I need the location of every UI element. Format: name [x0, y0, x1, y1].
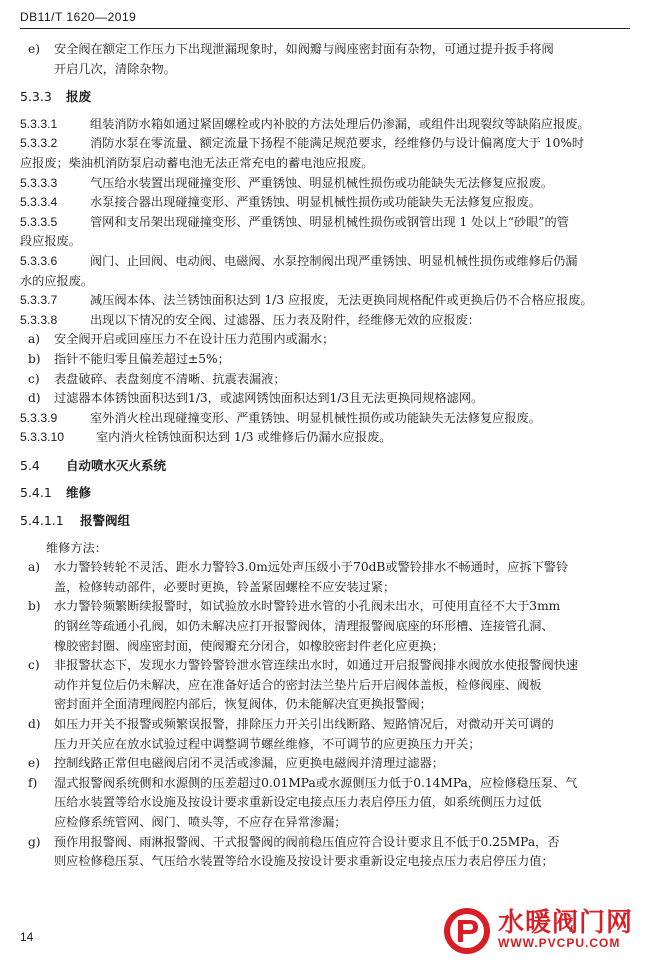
- clause-text: 阀门、止回阀、电动阀、电磁阀、水泵控制阀出现严重锈蚀、明显机械性损伤或维修后仍漏: [90, 253, 578, 268]
- item-text: 表盘破碎、表盘刻度不清晰、抗震表漏液；: [54, 371, 286, 386]
- clause-text: 组装消防水箱如通过紧固螺栓或内补胶的方法处理后仍渗漏，或组件出现裂纹等缺陷应报废。: [90, 116, 590, 131]
- item-marker: a): [28, 560, 41, 575]
- item-marker: e): [28, 756, 40, 771]
- list-item: [20, 558, 628, 597]
- item-text-line: 水力警铃频繁断续报警时，如试验放水时警铃进水管的小孔阀未出水，可使用直径不大于3mm: [54, 599, 561, 614]
- section-title: 维修: [66, 485, 92, 501]
- section-number: 5.4: [20, 457, 40, 473]
- section-number: 5.4.1.1: [20, 513, 64, 529]
- clause-text: 出现以下情况的安全阀、过滤器、压力表及附件，经维修无效的应报废：: [90, 312, 480, 327]
- clause-text: 水的应报废。: [20, 273, 94, 288]
- page-number: 14: [20, 930, 34, 944]
- clause-text: 消防水泵在零流量、额定流量下扬程不能满足规范要求，经维修仍与设计偏离度大于 10%时: [90, 136, 585, 151]
- item-text-line: 开启几次，清除杂物。: [54, 61, 176, 76]
- clause-text: 水泵接合器出现碰撞变形、严重锈蚀、明显机械性损伤或功能缺失无法修复应报废。: [90, 195, 541, 210]
- item-text-line: 湿式报警阀系统侧和水源侧的压差超过0.01MPa或水源侧压力低于0.14MPa，应检修稳压泵、气: [54, 775, 578, 790]
- clause: [20, 115, 628, 135]
- clause-text: 应报废；柴油机消防泵启动蓄电池无法正常充电的蓄电池应报废。: [20, 155, 374, 170]
- item-text: 指针不能归零且偏差超过±5%；: [54, 351, 230, 366]
- item-marker: f): [28, 775, 38, 790]
- document-body: [20, 40, 628, 872]
- clause-text: 段应报废。: [20, 234, 81, 249]
- site-watermark[interactable]: [442, 902, 642, 958]
- clause: [20, 291, 628, 311]
- item-marker: d): [28, 391, 41, 406]
- item-text-line: 动作并复位后仍未解决，应在准备好适合的密封法兰垫片后开启阀体盖板，检修阀座、阀板: [54, 677, 542, 692]
- section-heading: [20, 483, 628, 503]
- item-text-line: 压力开关应在放水试验过程中调整调节螺丝维修，不可调节的应更换压力开关；: [54, 736, 481, 751]
- section-title: 报警阀组: [80, 513, 131, 529]
- header-rule: [20, 28, 630, 29]
- clause: [20, 311, 628, 331]
- item-text-line: 非报警状态下，发现水力警铃警铃泄水管连续出水时，如通过开启报警阀排水阀放水使报警阀快速: [54, 658, 579, 673]
- methods-intro: 维修方法：: [46, 540, 107, 555]
- section-title: 报废: [66, 89, 92, 105]
- clause-text: 室外消火栓出现碰撞变形、严重锈蚀、明显机械性损伤或功能缺失无法修复应报废。: [90, 410, 541, 425]
- item-marker: c): [28, 658, 40, 673]
- clause: [20, 134, 628, 154]
- clause-text: 管网和支吊架出现碰撞变形、严重锈蚀、明显机械性损伤或钢管出现 1 处以上“砂眼”的管: [90, 214, 569, 229]
- item-text-line: 则应检修稳压泵、气压给水装置等给水设施及按设计要求重新设定电接点压力表启停压力值；: [54, 854, 554, 869]
- clause-number: 5.3.3.9: [20, 410, 58, 425]
- section-heading: [20, 456, 628, 476]
- list-item: [20, 350, 628, 370]
- clause: [20, 213, 628, 233]
- item-marker: e): [28, 42, 40, 56]
- section-title: 自动喷水灭火系统: [66, 457, 167, 473]
- clause: [20, 174, 628, 194]
- item-text-line: 控制线路正常但电磁阀启闭不灵活或渗漏，应更换电磁阀并清理过滤器；: [54, 756, 444, 771]
- item-marker: a): [28, 332, 41, 347]
- item-text: 过滤器本体锈蚀面积达到1/3，或滤网锈蚀面积达到1/3且无法更换同规格滤网。: [54, 391, 484, 406]
- item-text-line: 压给水装置等给水设施及按设计要求重新设定电接点压力表启停压力值，如系统侧压力过低: [54, 795, 542, 810]
- list-item: [20, 597, 628, 656]
- list-item: [20, 370, 628, 390]
- clause: [20, 409, 628, 429]
- item-text-line: 水力警铃转轮不灵活、距水力警铃3.0m远处声压级小于70dB或警铃排水不畅通时，应拆下警铃: [54, 560, 569, 575]
- clause-number: 5.3.3.7: [20, 293, 58, 308]
- clause-number: 5.3.3.8: [20, 312, 58, 327]
- list-item: [20, 774, 628, 833]
- clause-number: 5.3.3.6: [20, 253, 58, 268]
- item-text-line: 密封面并全面清理阀腔内部后，恢复阀体，仍未能解决宜更换报警阀；: [54, 697, 432, 712]
- item-text-line: 橡胶密封圈、阀座密封面，使阀瓣充分闭合，如橡胶密封件老化应更换；: [54, 638, 444, 653]
- clause-number: 5.3.3.5: [20, 214, 58, 229]
- clause-text: 减压阀本体、法兰锈蚀面积达到 1/3 应报废，无法更换同规格配件或更换后仍不合格应报废。: [90, 293, 593, 308]
- clause: [20, 252, 628, 272]
- item-marker: b): [28, 351, 41, 366]
- item-marker: c): [28, 371, 40, 386]
- list-item: [20, 715, 628, 754]
- clause-number: 5.3.3.10: [20, 430, 65, 445]
- clause-text: 气压给水装置出现碰撞变形、严重锈蚀、明显机械性损伤或功能缺失无法修复应报废。: [90, 175, 554, 190]
- item-marker: g): [28, 834, 41, 849]
- clause-number: 5.3.3.4: [20, 195, 58, 210]
- item-text-line: 安全阀在额定工作压力下出现泄漏现象时，如阀瓣与阀座密封面有杂物，可通过提升扳手将阀: [54, 42, 554, 56]
- item-text: 安全阀开启或回座压力不在设计压力范围内或漏水；: [54, 332, 335, 347]
- item-text-line: 预作用报警阀、雨淋报警阀、干式报警阀的阀前稳压值应符合设计要求且不低于0.25MPa，否: [54, 834, 560, 849]
- item-text-line: 如压力开关不报警或频繁误报警，排除压力开关引出线断路、短路情况后，对微动开关可调的: [54, 717, 554, 731]
- list-item: [20, 833, 628, 872]
- clause: [20, 428, 628, 448]
- clause-number: 5.3.3.1: [20, 116, 58, 131]
- section-number: 5.3.3: [20, 89, 52, 105]
- watermark-url[interactable]: WWW.PVCPU.COM: [498, 936, 621, 950]
- item-marker: d): [28, 717, 41, 731]
- list-item: [20, 754, 628, 774]
- brand-logo-icon: [442, 906, 492, 956]
- clause: [20, 193, 628, 213]
- list-item: [20, 656, 628, 715]
- standard-code: DB11/T 1620—2019: [20, 10, 137, 24]
- watermark-name: 水暖阀门网: [498, 908, 634, 938]
- item-text-line: 盖，检修转动部件，必要时更换，铃盖紧固螺栓不应安装过紧；: [54, 579, 396, 594]
- item-text-line: 的钢丝等疏通小孔阀，如仍未解决应打开报警阀体，清理报警阀底座的环形槽、连接管孔洞、: [54, 619, 554, 634]
- section-heading: [20, 511, 628, 531]
- item-text-line: 应检修系统管网、阀门、喷头等，不应存在异常渗漏；: [54, 814, 347, 829]
- list-item: [20, 330, 628, 350]
- clause-text: 室内消火栓锈蚀面积达到 1/3 或维修后仍漏水应报废。: [96, 430, 392, 445]
- clause-number: 5.3.3.2: [20, 136, 58, 151]
- item-marker: b): [28, 599, 41, 614]
- section-heading: [20, 87, 628, 107]
- list-item: [20, 389, 628, 409]
- clause-number: 5.3.3.3: [20, 175, 58, 190]
- list-item: [20, 40, 628, 79]
- section-number: 5.4.1: [20, 485, 52, 501]
